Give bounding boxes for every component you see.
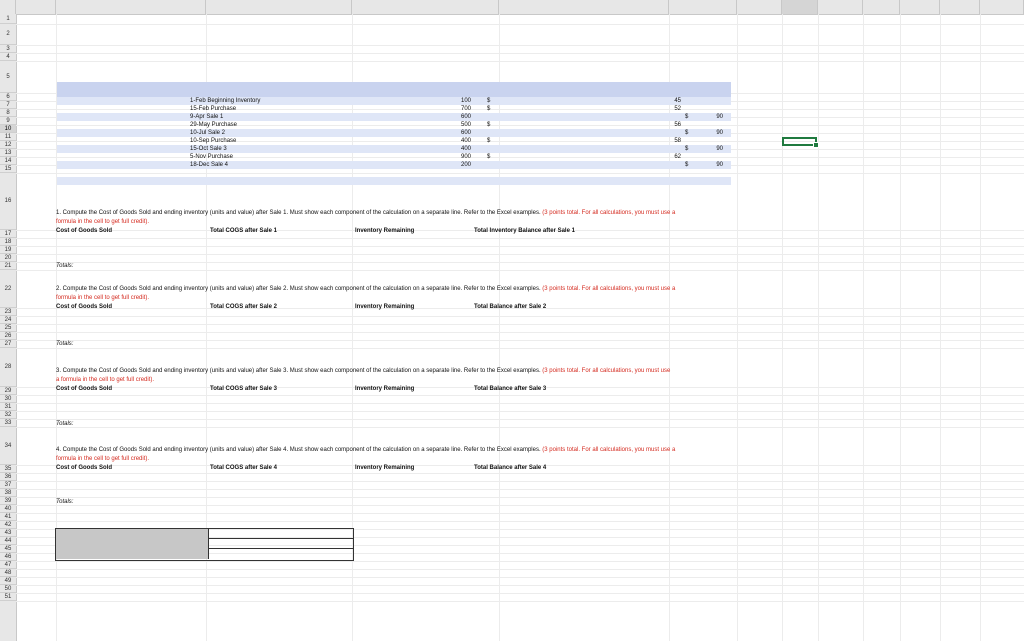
- section-instruction: Compute the Cost of Goods Sold and ending inventory (units and value) after Sale 3. Must show each component of the calculation on a separate line. Refer to the Excel examples.: [62, 368, 543, 374]
- table-cell-sale-price: 90: [716, 130, 723, 136]
- table-cell-activity: 10-Jul Sale 2: [190, 130, 226, 136]
- row-header-28[interactable]: 28: [0, 348, 16, 387]
- row-header-3[interactable]: 3: [0, 45, 16, 53]
- table-cell-activity: 15-Feb Purchase: [190, 106, 237, 112]
- section-4-cogs-header: Cost of Goods Sold: [56, 465, 112, 471]
- table-cell-currency: $: [487, 122, 491, 128]
- section-1-inventory-remaining-header: Inventory Remaining: [355, 228, 415, 234]
- row-header-7[interactable]: 7: [0, 101, 16, 109]
- section-3-total-cogs-header: Total COGS after Sale 3: [210, 386, 277, 392]
- table-cell-purchase-price: 56: [674, 122, 681, 128]
- table-cell-activity: 9-Apr Sale 1: [190, 114, 224, 120]
- row-header-45[interactable]: 45: [0, 545, 16, 553]
- table-cell-currency: $: [487, 98, 491, 104]
- section-2-total-cogs-header: Total COGS after Sale 2: [210, 304, 277, 310]
- section-2-credit-note: formula in the cell to get full credit).: [56, 295, 150, 301]
- row-header-13[interactable]: 13: [0, 149, 16, 157]
- table-cell-currency: $: [685, 162, 689, 168]
- row-header-34[interactable]: 34: [0, 427, 16, 465]
- table-cell-units: 700: [460, 106, 471, 112]
- table-cell-currency: $: [487, 138, 491, 144]
- row-header-25[interactable]: 25: [0, 324, 16, 332]
- column-header-b[interactable]: [56, 0, 206, 14]
- section-3-inventory-remaining-header: Inventory Remaining: [355, 386, 415, 392]
- section-3-instruction: [56, 367, 670, 375]
- table-cell-activity: 1-Feb Beginning Inventory: [190, 98, 261, 104]
- table-cell-currency: $: [487, 154, 491, 160]
- column-header-c[interactable]: [206, 0, 352, 14]
- row-header-51[interactable]: 51: [0, 593, 16, 601]
- row-header-33[interactable]: 33: [0, 419, 16, 427]
- row-header-36[interactable]: 36: [0, 473, 16, 481]
- row-header-50[interactable]: 50: [0, 585, 16, 593]
- row-header-46[interactable]: 46: [0, 553, 16, 561]
- select-all-corner[interactable]: [0, 0, 16, 14]
- table-cell-units: 400: [460, 146, 471, 152]
- table-cell-currency: $: [685, 130, 689, 136]
- section-2-inventory-remaining-header: Inventory Remaining: [355, 304, 415, 310]
- table-row-band: [57, 161, 731, 169]
- cogs-balance-cell[interactable]: [209, 549, 353, 559]
- table-header-band: [57, 82, 731, 97]
- summary-row: [56, 539, 353, 549]
- column-header-f[interactable]: [669, 0, 737, 14]
- table-cell-activity: 5-Nov Purchase: [190, 154, 234, 160]
- row-header-1[interactable]: 1: [0, 14, 16, 24]
- section-2-totals-label: Totals:: [56, 341, 74, 347]
- table-cell-activity: 18-Dec Sale 4: [190, 162, 229, 168]
- table-cell-purchase-price: 62: [674, 154, 681, 160]
- ending-inventory-balance-cell[interactable]: [209, 539, 353, 549]
- row-header-16[interactable]: 16: [0, 173, 16, 230]
- row-header-19[interactable]: 19: [0, 246, 16, 254]
- section-1-total-cogs-header: Total COGS after Sale 1: [210, 228, 277, 234]
- row-header-bar: [0, 14, 17, 641]
- column-header-bar: [0, 0, 1024, 15]
- column-header-j[interactable]: [863, 0, 900, 14]
- table-cell-units: 500: [460, 122, 471, 128]
- table-row-band: [57, 177, 731, 185]
- section-4-total-cogs-header: Total COGS after Sale 4: [210, 465, 277, 471]
- section-points-note: (3 points total. For all calculations, you must use a: [542, 286, 676, 292]
- column-header-i[interactable]: [818, 0, 863, 14]
- column-header-g[interactable]: [737, 0, 782, 14]
- row-header-26[interactable]: 26: [0, 332, 16, 340]
- row-header-44[interactable]: 44: [0, 537, 16, 545]
- section-3-cogs-header: Cost of Goods Sold: [56, 386, 112, 392]
- row-header-39[interactable]: 39: [0, 497, 16, 505]
- section-4-total-balance-header: Total Balance after Sale 4: [474, 465, 547, 471]
- row-header-6[interactable]: 6: [0, 93, 16, 101]
- table-cell-sale-price: 90: [716, 114, 723, 120]
- section-1-totals-label: Totals:: [56, 263, 74, 269]
- section-number: 1.: [56, 210, 63, 216]
- ending-inventory-units-label: [56, 529, 209, 539]
- ending-inventory-balance-label: [56, 539, 209, 549]
- row-header-30[interactable]: 30: [0, 395, 16, 403]
- table-row-band: [57, 145, 731, 153]
- row-header-40[interactable]: 40: [0, 505, 16, 513]
- row-header-31[interactable]: 31: [0, 403, 16, 411]
- section-1-credit-note: formula in the cell to get full credit).: [56, 219, 150, 225]
- table-cell-units: 200: [460, 162, 471, 168]
- row-header-48[interactable]: 48: [0, 569, 16, 577]
- table-cell-sale-price: 90: [716, 162, 723, 168]
- section-instruction: Compute the Cost of Goods Sold and ending inventory (units and value) after Sale 2. Must show each component of the calculation on a separate line. Refer to the Excel examples.: [62, 286, 543, 292]
- selected-cell-h10[interactable]: [782, 137, 817, 146]
- row-header-9[interactable]: 9: [0, 117, 16, 125]
- column-header-m[interactable]: [980, 0, 1024, 14]
- row-header-21[interactable]: 21: [0, 262, 16, 270]
- section-points-note: (3 points total. For all calculations, you must use a: [542, 447, 676, 453]
- row-header-23[interactable]: 23: [0, 308, 16, 316]
- section-3-credit-note: a formula in the cell to get full credit).: [56, 377, 155, 383]
- section-3-totals-label: Totals:: [56, 421, 74, 427]
- table-cell-currency: $: [685, 146, 689, 152]
- table-cell-activity: 29-May Purchase: [190, 122, 238, 128]
- table-cell-purchase-price: 52: [674, 106, 681, 112]
- row-header-47[interactable]: 47: [0, 561, 16, 569]
- table-cell-units: 900: [460, 154, 471, 160]
- row-header-32[interactable]: 32: [0, 411, 16, 419]
- summary-row: [56, 549, 353, 559]
- row-header-35[interactable]: 35: [0, 465, 16, 473]
- summary-table: [55, 528, 354, 561]
- cogs-balance-label: [56, 549, 209, 559]
- ending-inventory-units-cell[interactable]: [209, 529, 353, 539]
- section-1-total-balance-header: Total Inventory Balance after Sale 1: [474, 228, 575, 234]
- table-cell-purchase-price: 45: [674, 98, 681, 104]
- section-number: 2.: [56, 286, 63, 292]
- row-header-49[interactable]: 49: [0, 577, 16, 585]
- table-cell-purchase-price: 58: [674, 138, 681, 144]
- row-header-14[interactable]: 14: [0, 157, 16, 165]
- section-2-cogs-header: Cost of Goods Sold: [56, 304, 112, 310]
- table-row-band: [57, 129, 731, 137]
- row-header-29[interactable]: 29: [0, 387, 16, 395]
- row-header-12[interactable]: 12: [0, 141, 16, 149]
- section-number: 4.: [56, 447, 63, 453]
- row-header-41[interactable]: 41: [0, 513, 16, 521]
- table-cell-units: 600: [460, 114, 471, 120]
- column-header-a[interactable]: [16, 0, 56, 14]
- section-2-instruction: [56, 285, 675, 293]
- table-cell-units: 100: [460, 98, 471, 104]
- table-row-band: [57, 97, 731, 105]
- table-cell-currency: $: [487, 106, 491, 112]
- column-header-d[interactable]: [352, 0, 499, 14]
- table-cell-currency: $: [685, 114, 689, 120]
- column-header-h[interactable]: [782, 0, 818, 14]
- row-header-43[interactable]: 43: [0, 529, 16, 537]
- column-header-k[interactable]: [900, 0, 940, 14]
- section-4-credit-note: formula in the cell to get full credit).: [56, 456, 150, 462]
- row-header-5[interactable]: 5: [0, 61, 16, 93]
- section-4-totals-label: Totals:: [56, 499, 74, 505]
- row-header-4[interactable]: 4: [0, 53, 16, 61]
- row-header-11[interactable]: 11: [0, 133, 16, 141]
- row-header-24[interactable]: 24: [0, 316, 16, 324]
- section-points-note: (3 points total. For all calculations, you must use: [542, 368, 671, 374]
- table-cell-units: 600: [460, 130, 471, 136]
- row-header-8[interactable]: 8: [0, 109, 16, 117]
- row-header-15[interactable]: 15: [0, 165, 16, 173]
- row-header-18[interactable]: 18: [0, 238, 16, 246]
- section-1-cogs-header: Cost of Goods Sold: [56, 228, 112, 234]
- row-header-2[interactable]: 2: [0, 24, 16, 45]
- row-header-22[interactable]: 22: [0, 270, 16, 308]
- section-instruction: Compute the Cost of Goods Sold and ending inventory (units and value) after Sale 4. Must show each component of the calculation on a separate line. Refer to the Excel examples.: [62, 447, 543, 453]
- summary-row: [56, 529, 353, 539]
- section-4-instruction: [56, 446, 675, 454]
- table-cell-units: 400: [460, 138, 471, 144]
- column-header-l[interactable]: [940, 0, 980, 14]
- row-header-20[interactable]: 20: [0, 254, 16, 262]
- section-2-total-balance-header: Total Balance after Sale 2: [474, 304, 547, 310]
- row-header-42[interactable]: 42: [0, 521, 16, 529]
- row-header-17[interactable]: 17: [0, 230, 16, 238]
- column-header-e[interactable]: [499, 0, 669, 14]
- section-instruction: Compute the Cost of Goods Sold and ending inventory (units and value) after Sale 1. Must show each component of the calculation on a separate line. Refer to the Excel examples.: [62, 210, 543, 216]
- section-4-inventory-remaining-header: Inventory Remaining: [355, 465, 415, 471]
- row-header-10[interactable]: 10: [0, 125, 16, 133]
- row-header-38[interactable]: 38: [0, 489, 16, 497]
- section-3-total-balance-header: Total Balance after Sale 3: [474, 386, 547, 392]
- row-header-27[interactable]: 27: [0, 340, 16, 348]
- section-1-instruction: [56, 209, 675, 217]
- table-row-band: [57, 113, 731, 121]
- row-header-37[interactable]: 37: [0, 481, 16, 489]
- section-number: 3.: [56, 368, 63, 374]
- table-cell-activity: 15-Oct Sale 3: [190, 146, 227, 152]
- table-cell-activity: 10-Sep Purchase: [190, 138, 237, 144]
- table-cell-sale-price: 90: [716, 146, 723, 152]
- section-points-note: (3 points total. For all calculations, you must use a: [542, 210, 676, 216]
